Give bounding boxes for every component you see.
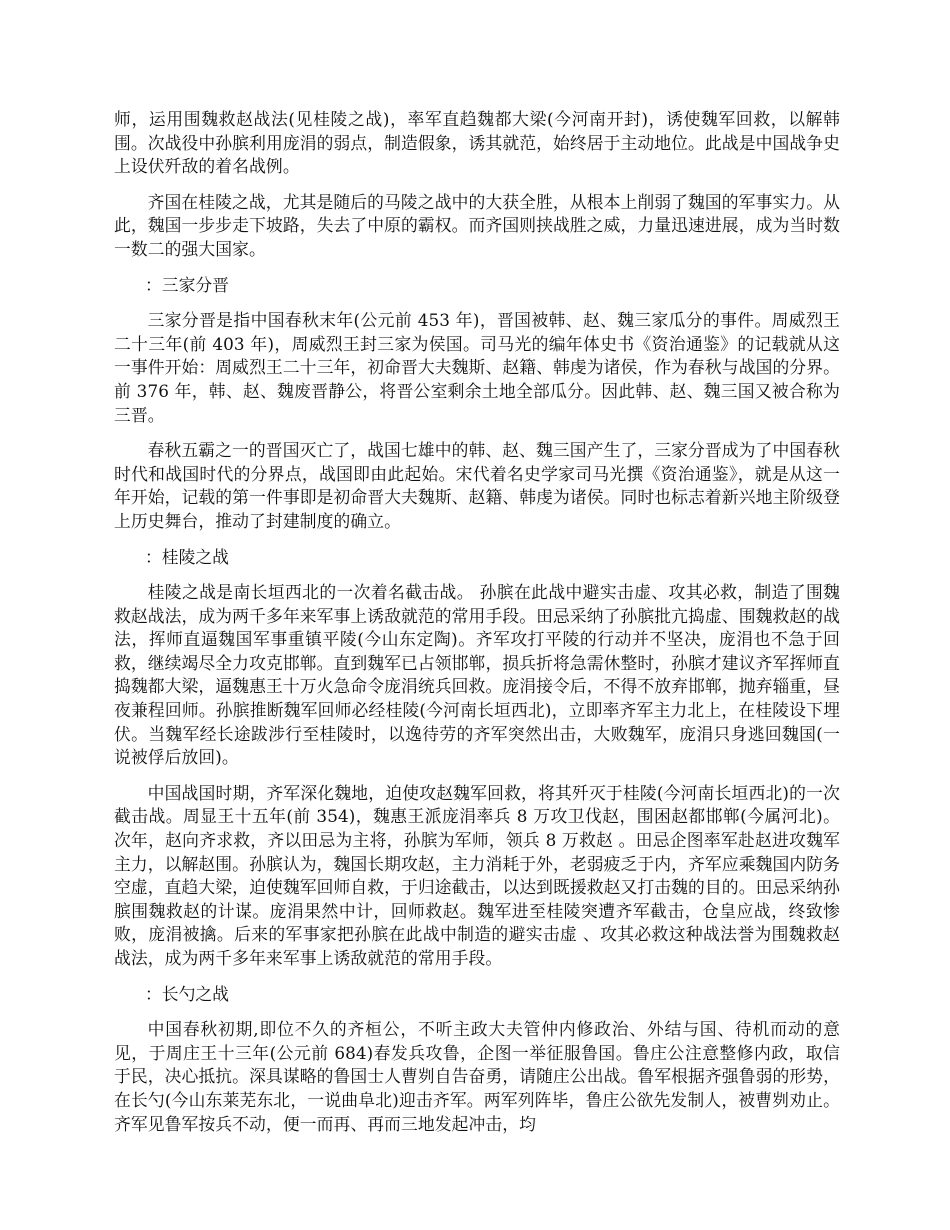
section-heading: ：三家分晋 <box>145 274 229 295</box>
paragraph: 中国战国时期，齐军深化魏地，迫使攻赵魏军回救，将其歼灭于桂陵(今河南长垣西北)的一次截击战。周显王十五年(前 354)，魏惠王派庞涓率兵 8 万攻卫伐赵，围困赵都邯郸(今属河北)。次年，赵向齐求救，齐以田忌为主将，孙膑为军师，领兵 8 万救赵 。田忌企图率军赴赵进攻魏军主力，以解赵围。孙膑认为，魏国长期攻赵，主力消耗于外，老弱疲乏于内，齐军应乘魏国内防务空虚，直趋大梁，迫使魏军回师自救，于归途截击，以达到既援救赵又打击魏的目的。田忌采纳孙膑围魏救赵的计谋。庞涓果然中计，回师救赵。魏军进至桂陵突遭齐军截击，仓皇应战，终致惨败，庞涓被擒。后来的军事家把孙膑在此战中制造的避实击虚 、攻其必救这种战法誉为围魏救赵战法，成为两千多年来军事上诱敌就范的常用手段。 <box>114 782 840 968</box>
section-heading: ：桂陵之战 <box>145 546 229 567</box>
document-page <box>114 108 840 1148</box>
paragraph: 师，运用围魏救赵战法(见桂陵之战)，率军直趋魏都大梁(今河南开封)，诱使魏军回救，以解韩围。次战役中孙膑利用庞涓的弱点，制造假象，诱其就范，始终居于主动地位。此战是中国战争史上设伏歼敌的着名战例。 <box>114 109 840 177</box>
paragraph: 齐国在桂陵之战，尤其是随后的马陵之战中的大获全胜，从根本上削弱了魏国的军事实力。从此，魏国一步步走下坡路，失去了中原的霸权。而齐国则挟战胜之威，力量迅速进展，成为当时数一数二的强大国家。 <box>114 191 840 259</box>
paragraph: 中国春秋初期,即位不久的齐桓公，不听主政大夫管仲内修政治、外结与国、待机而动的意见，于周庄王十三年(公元前 684)春发兵攻鲁，企图一举征服鲁国。鲁庄公注意整修内政，取信于民，决心抵抗。深具谋略的鲁国士人曹刿自告奋勇，请随庄公出战。鲁军根据齐强鲁弱的形势， 在长勺(今山东莱芜东北，一说曲阜北)迎击齐军。两军列阵毕，鲁庄公欲先发制人，被曹刿劝止。齐军见鲁军按兵不动，便一而再、再而三地发起冲击，均 <box>114 1019 840 1134</box>
paragraph: 三家分晋是指中国春秋末年(公元前 453 年)，晋国被韩、赵、魏三家瓜分的事件。周威烈王二十三年(前 403 年)，周威烈王封三家为侯国。司马光的编年体史书《资治通鉴》的记载就从这一事件开始：周威烈王二十三年，初命晋大夫魏斯、赵籍、韩虔为诸侯，作为春秋与战国的分界。前 376 年，韩、赵、魏废晋静公，将晋公室剩余土地全部瓜分。因此韩、赵、魏三国又被合称为三晋。 <box>114 310 840 425</box>
paragraph: 春秋五霸之一的晋国灭亡了，战国七雄中的韩、赵、魏三国产生了，三家分晋成为了中国春秋时代和战国时代的分界点，战国即由此起始。宋代着名史学家司马光撰《资治通鉴》，就是从这一年开始，记载的第一件事即是初命晋大夫魏斯、赵籍、韩虔为诸侯。同时也标志着新兴地主阶级登上历史舞台，推动了封建制度的确立。 <box>114 440 840 531</box>
section-heading: ：长勺之战 <box>145 983 229 1004</box>
paragraph: 桂陵之战是南长垣西北的一次着名截击战。 孙膑在此战中避实击虚、攻其必救，制造了围魏救赵战法，成为两千多年来军事上诱敌就范的常用手段。田忌采纳了孙膑批亢捣虚、围魏救赵的战法，挥师直逼魏国军事重镇平陵(今山东定陶)。齐军攻打平陵的行动并不坚决，庞涓也不急于回救，继续竭尽全力攻克邯郸。直到魏军已占领邯郸，损兵折将急需休整时，孙膑才建议齐军挥师直捣魏都大梁，逼魏惠王十万火急命令庞涓统兵回救。庞涓接令后，不得不放弃邯郸，抛弃辎重，昼夜兼程回师。孙膑推断魏军回师必经桂陵(今河南长垣西北)，立即率齐军主力北上，在桂陵设下埋伏。当魏军经长途跋涉行至桂陵时，以逸待劳的齐军突然出击，大败魏军，庞涓只身逃回魏国(一说被俘后放回)。 <box>114 582 840 768</box>
